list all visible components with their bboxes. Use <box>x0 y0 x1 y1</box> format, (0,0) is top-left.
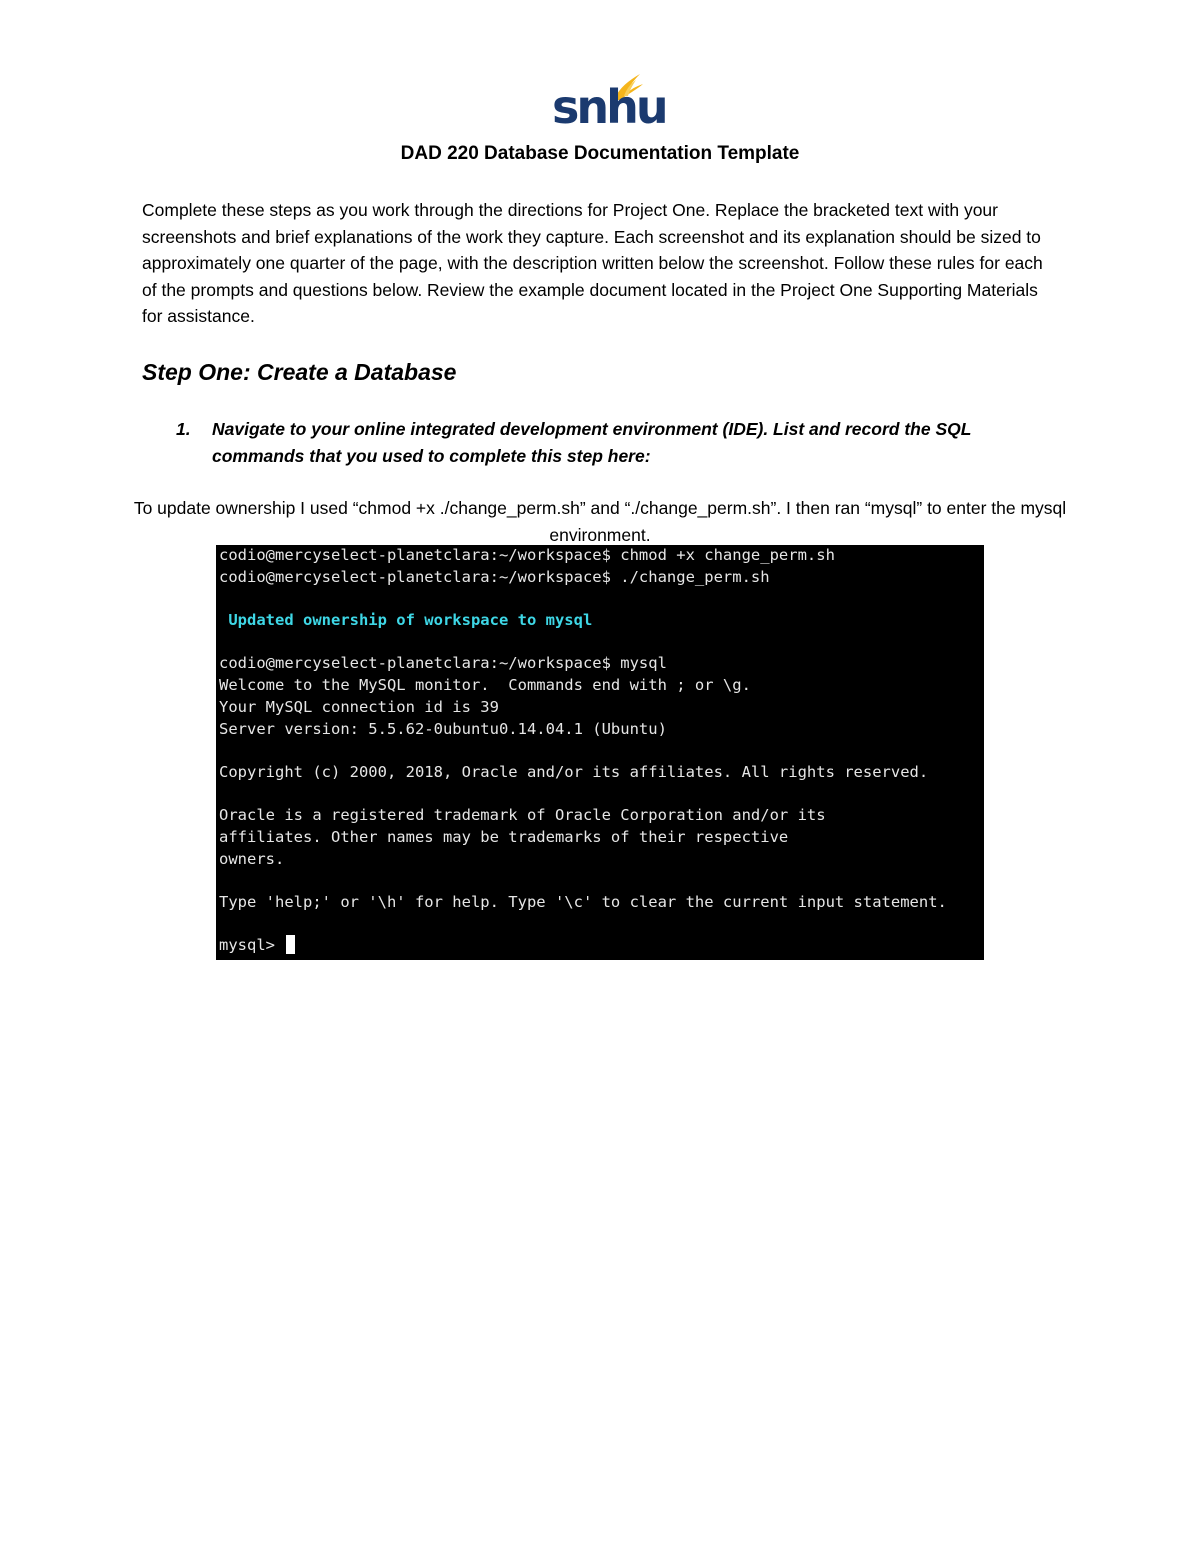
step-one-heading: Step One: Create a Database <box>142 359 457 385</box>
terminal-line <box>219 740 984 762</box>
terminal-line <box>219 784 984 806</box>
prompt-number: 1. <box>176 419 191 439</box>
snhu-logo <box>552 72 666 134</box>
terminal-line <box>219 935 984 957</box>
terminal-line-text: Your MySQL connection id is 39 <box>219 697 499 716</box>
terminal-line <box>219 762 984 784</box>
terminal-line-text: Server version: 5.5.62-0ubuntu0.14.04.1 (Ubuntu) <box>219 719 667 738</box>
terminal-line <box>219 870 984 892</box>
terminal-line-text: codio@mercyselect-planetclara:~/workspace$ mysql <box>219 654 667 673</box>
terminal-line-text: Copyright (c) 2000, 2018, Oracle and/or its affiliates. All rights reserved. <box>219 762 929 781</box>
terminal-line <box>219 697 984 719</box>
terminal-line <box>219 588 984 610</box>
terminal-line-text: mysql> <box>219 936 285 955</box>
terminal-line-text: codio@mercyselect-planetclara:~/workspace$ ./change_perm.sh <box>219 567 770 586</box>
terminal-line-text: Updated ownership of workspace to mysql <box>219 611 593 630</box>
terminal-line-text: owners. <box>219 849 285 868</box>
terminal-line-text: affiliates. Other names may be trademarks of their respective <box>219 827 789 846</box>
terminal-line <box>219 827 984 849</box>
document-title: DAD 220 Database Documentation Template <box>400 143 800 164</box>
answer-text: To update ownership I used “chmod +x ./change_perm.sh” and “./change_perm.sh”. I then ran “mysql” to enter the mysql environment. <box>133 498 1067 545</box>
terminal-line <box>219 610 984 632</box>
terminal-line <box>219 719 984 741</box>
terminal-line-text: codio@mercyselect-planetclara:~/workspace$ chmod +x change_perm.sh <box>219 546 835 564</box>
terminal-line <box>219 805 984 827</box>
terminal-line <box>219 892 984 914</box>
terminal-screenshot <box>216 545 984 960</box>
terminal-cursor <box>286 935 295 954</box>
terminal-line-text: Oracle is a registered trademark of Oracle Corporation and/or its <box>219 806 826 825</box>
terminal-line <box>219 653 984 675</box>
terminal-line <box>219 545 984 567</box>
logo-wordmark: snhu <box>552 80 666 134</box>
terminal-line <box>219 675 984 697</box>
terminal-line <box>219 567 984 589</box>
terminal-line <box>219 914 984 936</box>
intro-paragraph: Complete these steps as you work through the directions for Project One. Replace the bracketed text with your screenshots and brief explanations of the work they capture. Each screenshot and its explanation should be sized to approximately one quarter of the page, with the description written below the screenshot. Follow these rules for each of the prompts and questions below. Review the example document located in the Project One Supporting Materials for assistance. <box>142 200 1043 327</box>
terminal-line-text: Welcome to the MySQL monitor. Commands end with ; or \g. <box>219 676 751 695</box>
terminal-line <box>219 632 984 654</box>
prompt-text: Navigate to your online integrated development environment (IDE). List and record the SQL commands that you used to complete this step here: <box>212 419 972 466</box>
terminal-line-text: Type 'help;' or '\h' for help. Type '\c' to clear the current input statement. <box>219 893 947 911</box>
terminal-line <box>219 849 984 871</box>
